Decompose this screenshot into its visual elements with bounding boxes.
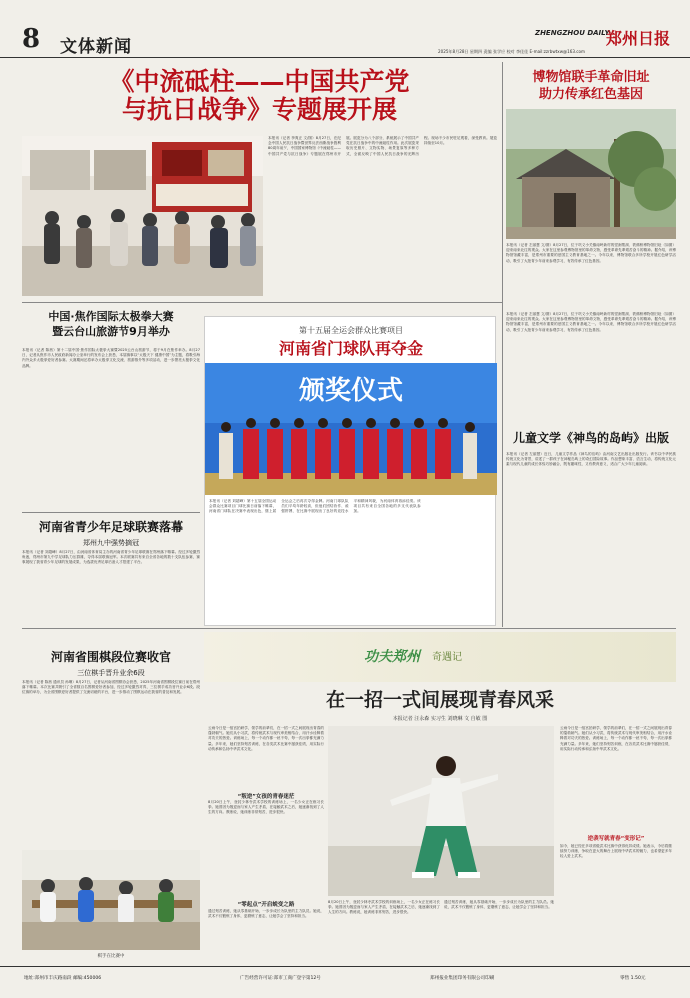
youth-football-body: 本报讯（记者 刘超峰）8月27日，由河南省体育局主办的河南省青少年足球联赛在郑州落下帷幕。经过多轮激烈角逐，郑州市第九中学足球队力压群雄，夺得本届联赛冠军。本次联赛共有来自全省各地的数十支队伍参赛，赛事展现了我省青少年足球的发展成果，为选拔优秀足球后备人才搭建了平台。 — [22, 550, 200, 565]
section-name: 文体新闻 — [60, 37, 132, 57]
youth-football-headline: 河南省青少年足球联赛落幕 — [38, 520, 183, 534]
kungfu-body4: 如今，她已经在多项省级武术比赛中获得优异成绩。她表示，今后将继续努力训练，争取在更大的舞台上展现中华武术的魅力，也希望更多年轻人爱上武术。 — [560, 844, 672, 859]
kungfu-byline: 本报记者 汪永森 实习生 刘晓琳 文 自敏 图 — [392, 716, 488, 722]
kungfu-body3: 通过刻苦训练，她从零基础开始，一步步成长为队里的主力队员。她说，武术不仅锻炼了身体，更磨炼了意志，让她学会了坚持和担当。 — [208, 909, 324, 919]
taiji-story — [22, 306, 200, 512]
kungfu-body-right: 云雨今日是一组宫拍研学，领学的前辈们，在一招一式之间展现出青春的蓬勃朝气。她们从小习武，将传统武术与现代审美相结合，用汗水诠释着对功夫的热爱。训练场上，每一个动作都一丝不苟，每一次出拳都充满力量。多年来，她们坚持刻苦训练，在各类武术比赛中屡获佳绩，用实际行动传承和弘扬中华武术文化。 — [560, 726, 672, 751]
kungfu-banner-sub: 奇遇记 — [432, 652, 462, 663]
kungfu-headline: 在一招一式间展现青春风采 — [325, 689, 554, 711]
museum-story — [506, 62, 676, 310]
children-lit-body: 本报讯（记者 左丽慧）近日，儿童文学作品《神鸟的岛屿》由河南文艺出版社出版发行。该书以中华民族传统文化为背景，讲述了一群孩子在神秘岛屿上的奇幻冒险故事。作品想象丰富、语言生动，将传统文化元素与现代儿童的成长体验巧妙融合，既有趣味性，又有教育意义，适合广大少年儿童阅读。 — [506, 452, 676, 467]
kungfu-sub1: “叛逆”女孩的青春迷茫 — [237, 794, 295, 800]
svg-text:颁奖仪式: 颁奖仪式 — [298, 376, 404, 406]
children-lit-story — [506, 312, 676, 626]
children-lit-headline: 儿童文学《神鸟的岛屿》出版 — [512, 431, 669, 445]
national-games-kicker: 第十五届全运会群众比赛项目 — [299, 326, 403, 335]
date-line: 2025年8月28日 星期四 责编 张学应 校对 李佳佳 E-mail:zzrbwtxw@163.com — [438, 49, 586, 54]
kungfu-body-mid2: 通过刻苦训练，她从零基础开始，一步步成长为队里的主力队员。她说，武术不仅锻炼了身体，更磨炼了意志，让她学会了坚持和担当。 — [444, 900, 554, 910]
museum-headline-line2: 助力传承红色基因 — [538, 87, 643, 102]
taiji-headline-line2: 暨云台山旅游节9月举办 — [52, 325, 170, 338]
paper-name-en: ZHENGZHOU DAILY — [535, 29, 610, 37]
kungfu-banner-title: 功夫郑州 — [364, 649, 420, 665]
award-ceremony-photo — [205, 363, 497, 495]
taiji-body: 本报讯（记者 陈茜）第十二届中国·焦作国际太极拳大赛暨2025云台山旅游节，将于9月在焦作举办。8月27日，记者从焦作市人民政府新闻办公室举行的发布会上获悉，本届赛事以“太极天下 健康中国”为主题，将吸引海内外众多太极拳爱好者参赛。大赛期间还将举办太极拳文化交流、旅游推介等多项活动，进一步擦亮太极拳文化品牌。 — [22, 348, 200, 368]
youth-football-subheadline: 郑州九中强势摘冠 — [83, 539, 139, 547]
national-games-body: 本报讯（记者 刘超峰）第十五届全国运动会群众比赛项目门球比赛日前落下帷幕，河南省门球队在决赛中表现出色，继上届全运会之后再次夺得金牌。河南门球队队员们平均年龄较高，但他们团结协作、顽强拼搏，在比赛中展现出了良好的竞技水平和精神风貌，为河南体育再添佳绩。该项目共有来自全国各地的多支代表队参加。 — [209, 499, 421, 514]
footer-price: 零售 1.50元 — [620, 976, 646, 981]
kungfu-body-mid: 8月20日上午，登封少林寺武术学校的训练场上，一名少女正在练习长拳。她曾因为叛逆而与家人产生矛盾，在接触武术之后，她逐渐找到了人生的方向。教练说，她训练非常刻苦，进步很快。 — [328, 900, 440, 915]
lead-body: 本报讯（记者 李爽正 文/图）8月27日，在纪念中国人民抗日战争暨世界反法西斯战争胜利80周年前夕，中国国家博物馆《中流砥柱——中国共产党与抗日战争》专题展在郑州市开展。展览分为八个部分，系统展示了中国共产党在抗日战争中的中流砥柱作用。此次展览采取历史照片、文物实物、场景复原等多种方式，全面反映了中国人民抗日战争的光辉历程。现场不少市民驻足观看，深受教育。展览持续至10月。 — [268, 136, 497, 156]
museum-body: 本报讯（记者 左丽慧 文/图）8月27日，位于巩义小关镇南岭新村的竖涧帮洞、铁佛桥博物馆旧址（如图）迎来南来北往的观众。大家在这里参观博物馆里的革命文物，感受革命先辈艰苦奋斗的精神。据介绍，该博物馆馆藏丰富，是郑州市重要的爱国主义教育基地之一。今年以来，博物馆联合多所学校开展红色研学活动，吸引了大批青少年前来参观学习，有效传承了红色基因。 — [506, 243, 676, 263]
lead-headline-line2: 与抗日战争》专题展开展 — [121, 95, 397, 124]
taiji-headline-line1: 中国·焦作国际太极拳大赛 — [48, 310, 174, 323]
footer-ad-license: 广告经营许可证:郑市工商广登字第12号 — [240, 976, 321, 981]
page-masthead — [0, 0, 690, 58]
kungfu-sub3: 逆袭写就青春“变形记” — [587, 836, 645, 842]
chess-headline: 河南省围棋段位赛收官 — [50, 650, 171, 664]
page-number: 8 — [22, 24, 41, 54]
exhibition-photo — [22, 136, 263, 296]
paper-name-cn: 郑州日报 — [606, 29, 671, 48]
kungfu-body2: 8月20日上午，登封少林寺武术学校的训练场上，一名少女正在练习长拳。她曾因为叛逆而与家人产生矛盾，在接触武术之后，她逐渐找到了人生的方向。教练说，她训练非常刻苦，进步很快。 — [208, 800, 324, 815]
museum-body-continued: 本报讯（记者 左丽慧 文/图）8月27日，位于巩义小关镇南岭新村的竖涧帮洞、铁佛桥博物馆旧址（如图）迎来南来北往的观众。大家在这里参观博物馆里的革命文物，感受革命先辈艰苦奋斗的精神。据介绍，该博物馆馆藏丰富，是郑州市重要的爱国主义教育基地之一。今年以来，博物馆联合多所学校开展红色研学活动，吸引了大批青少年前来参观学习，有效传承了红色基因。 — [506, 312, 676, 332]
chess-story — [22, 632, 200, 962]
kungfu-body: 云雨今日是一组宫拍研学，领学的前辈们，在一招一式之间展现出青春的蓬勃朝气。她们从小习武，将传统武术与现代审美相结合，用汗水诠释着对功夫的热爱。训练场上，每一个动作都一丝不苟，每一次出拳都充满力量。多年来，她们坚持刻苦训练，在各类武术比赛中屡获佳绩，用实际行动传承和弘扬中华武术文化。 — [208, 726, 324, 751]
national-games-story — [204, 316, 496, 626]
footer-address: 地址:郑州市丰庆路南段 邮编:450006 — [24, 976, 102, 981]
chess-body: 本报讯（记者 陈茜 通讯员 孙琳）8月27日，记者从河南省围棋协会获悉，2025年河南省围棋段位赛日前在郑州落下帷幕。本次比赛共吸引了全省数百名围棋爱好者参加，经过多轮激烈对弈，三位棋手成功晋升业余6段。段位赛的举办，为全省围棋爱好者提供了交流切磋的平台，进一步推动了围棋运动在我省的普及和发展。 — [22, 680, 200, 695]
chess-subheadline: 三位棋手晋升业余6段 — [77, 669, 145, 677]
lead-story — [22, 62, 497, 300]
lead-headline-line1: 《中流砥柱——中国共产党 — [109, 67, 410, 96]
chess-caption: 棋手在比赛中 — [97, 954, 125, 959]
footer-printer: 郑州报业集团印务有限公司印刷 — [430, 976, 495, 981]
chess-photo — [22, 850, 200, 950]
youth-football-story — [22, 516, 200, 616]
national-games-headline: 河南省门球队再夺金 — [278, 339, 423, 358]
kungfu-photo — [328, 726, 554, 896]
kungfu-story — [204, 684, 676, 962]
museum-headline-line1: 博物馆联手革命旧址 — [532, 70, 650, 85]
museum-photo — [506, 109, 676, 239]
kungfu-sub2: “零起点”开启蜕变之路 — [237, 902, 295, 908]
kungfu-banner — [204, 632, 676, 682]
page-footer — [0, 966, 690, 998]
